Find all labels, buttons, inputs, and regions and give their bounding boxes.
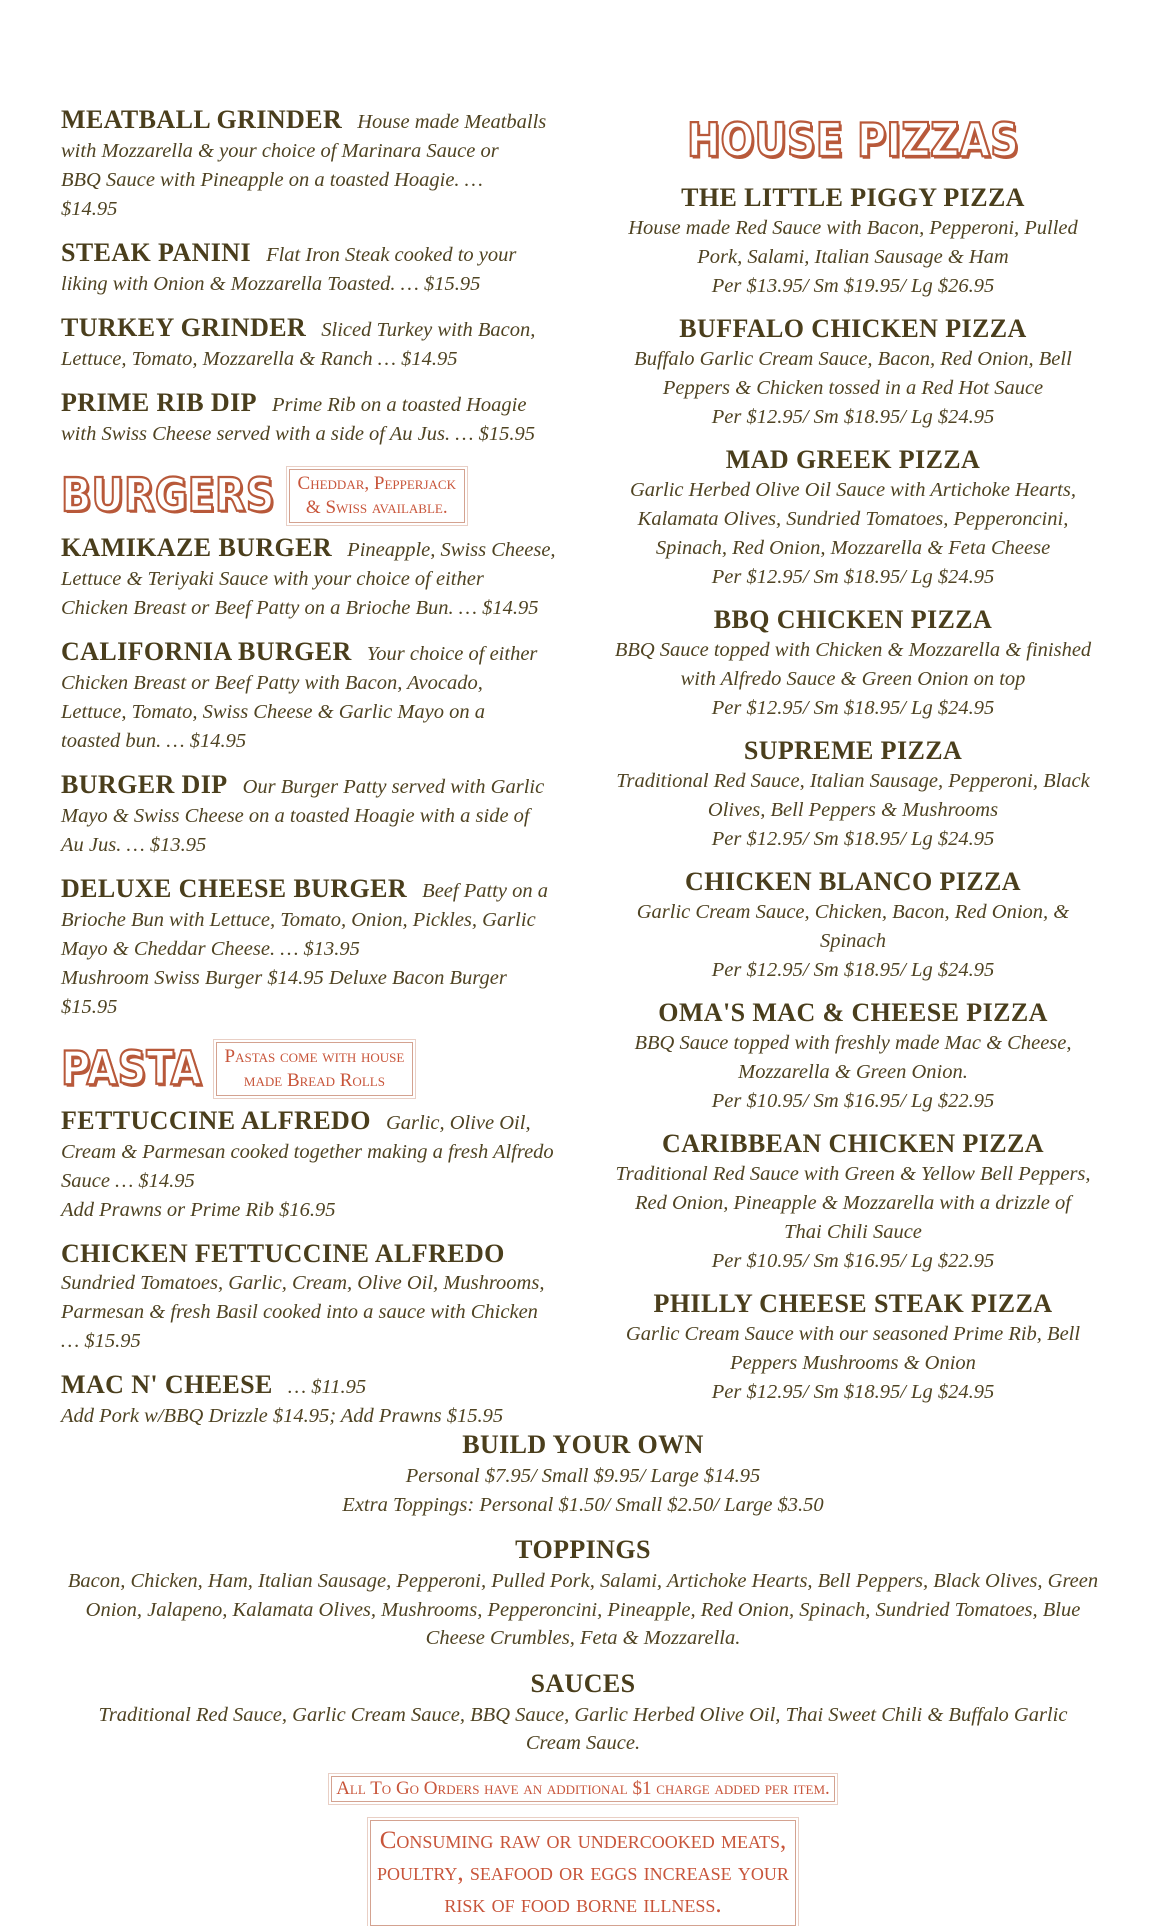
toppings-line: Bacon, Chicken, Ham, Italian Sausage, Pepperoni, Pulled Pork, Salami, Artichoke Hearts, Bell Peppers, Black Olives, Green (67, 1570, 1099, 1592)
pizza-desc: Red Onion, Pineapple & Mozzarella with a drizzle of (635, 1192, 1071, 1214)
pizza-price: Per $12.95/ Sm $18.95/ Lg $24.95 (711, 828, 995, 850)
pizza-item (608, 444, 1098, 592)
item-desc: Lettuce, Tomato, Mozzarella & Ranch … $14.95 (61, 348, 458, 370)
house-pizzas-heading: HOUSE PIZZAS (687, 114, 1019, 168)
item-title: CALIFORNIA BURGER (61, 637, 352, 666)
item-desc: Parmesan & fresh Basil cooked into a sauce with Chicken (61, 1301, 538, 1323)
item-title: MAC N' CHEESE (61, 1370, 273, 1399)
item-title: BURGER DIP (61, 770, 228, 799)
pasta-section-header (61, 1042, 556, 1096)
item-desc: Prime Rib on a toasted Hoagie (271, 394, 527, 416)
build-your-own-title: BUILD YOUR OWN (462, 1430, 704, 1459)
item-desc: with Mozzarella & your choice of Marinara Sauce or (61, 140, 499, 162)
pizza-desc: Pork, Salami, Italian Sausage & Ham (697, 246, 1009, 268)
item-title: CHICKEN FETTUCCINE ALFREDO (61, 1239, 505, 1268)
item-desc: Brioche Bun with Lettuce, Tomato, Onion, Pickles, Garlic (61, 909, 536, 931)
menu-item (61, 770, 556, 860)
pizza-item (608, 604, 1098, 723)
pizza-price: Per $12.95/ Sm $18.95/ Lg $24.95 (711, 959, 995, 981)
pizza-price: Per $10.95/ Sm $16.95/ Lg $22.95 (711, 1090, 995, 1112)
menu-item (61, 388, 556, 449)
pizza-title: CHICKEN BLANCO PIZZA (685, 867, 1021, 896)
item-price: … $11.95 (287, 1376, 367, 1398)
menu-item (61, 105, 556, 224)
item-desc: Mushroom Swiss Burger $14.95 Deluxe Bacon Burger (61, 967, 507, 989)
toppings-line: Cheese Crumbles, Feta & Mozzarella. (425, 1627, 741, 1649)
note-line: Pastas come with house (224, 1046, 405, 1067)
item-desc: House made Meatballs (357, 111, 547, 133)
food-safety-notice (370, 1820, 796, 1926)
pizza-desc: Kalamata Olives, Sundried Tomatoes, Pepperoncini, (637, 508, 1069, 530)
pizzas-section-header (608, 114, 1098, 168)
pizza-desc: Traditional Red Sauce, Italian Sausage, Pepperoni, Black (616, 770, 1090, 792)
item-title: DELUXE CHEESE BURGER (61, 874, 408, 903)
item-desc: Add Prawns or Prime Rib $16.95 (61, 1199, 336, 1221)
pizza-item (608, 182, 1098, 301)
pizza-title: BUFFALO CHICKEN PIZZA (679, 314, 1027, 343)
item-desc: Au Jus. … $13.95 (61, 834, 207, 856)
pizza-desc: Spinach (819, 930, 887, 952)
burgers-section-header (61, 469, 556, 523)
pizza-desc: Garlic Cream Sauce with our seasoned Prime Rib, Bell (625, 1323, 1081, 1345)
item-price: $14.95 (61, 198, 118, 220)
pizza-desc: Spinach, Red Onion, Mozzarella & Feta Cheese (655, 537, 1051, 559)
pizza-title: SUPREME PIZZA (743, 736, 963, 765)
pizza-desc: Traditional Red Sauce with Green & Yellow Bell Peppers, (615, 1163, 1091, 1185)
note-line: Cheddar, Pepperjack (297, 473, 456, 494)
item-title: FETTUCCINE ALFREDO (61, 1106, 371, 1135)
pizza-desc: Garlic Herbed Olive Oil Sauce with Artichoke Hearts, (630, 479, 1076, 501)
pizza-item (608, 313, 1098, 432)
pizza-desc: Thai Chili Sauce (784, 1221, 922, 1243)
item-desc: toasted bun. … $14.95 (61, 730, 247, 752)
menu-item (61, 637, 556, 756)
pizza-price: Per $12.95/ Sm $18.95/ Lg $24.95 (711, 697, 995, 719)
toppings-line: Onion, Jalapeno, Kalamata Olives, Mushrooms, Pepperoncini, Pineapple, Red Onion, Spinach, Sundried Tomatoes, Blue (85, 1598, 1081, 1621)
item-desc: Lettuce & Teriyaki Sauce with your choice of either (61, 568, 484, 590)
menu-item (61, 238, 556, 299)
item-desc: … $15.95 (61, 1330, 141, 1352)
item-desc: Mayo & Cheddar Cheese. … $13.95 (61, 938, 360, 960)
menu-item (61, 313, 556, 374)
pizza-title: MAD GREEK PIZZA (725, 445, 981, 474)
pizza-item (608, 1128, 1098, 1276)
item-desc: Sliced Turkey with Bacon, (321, 319, 536, 341)
build-your-own-line: Extra Toppings: Personal $1.50/ Small $2.50/ Large $3.50 (342, 1493, 824, 1516)
pasta-note (216, 1042, 414, 1096)
sauces-block (60, 1667, 1106, 1758)
item-title: PRIME RIB DIP (61, 388, 257, 417)
pizza-title: CARIBBEAN CHICKEN PIZZA (662, 1129, 1044, 1158)
menu-item (61, 1370, 556, 1431)
burgers-heading: BURGERS (61, 469, 275, 523)
item-desc: with Swiss Cheese served with a side of Au Jus. … $15.95 (61, 423, 535, 445)
menu-item (61, 1106, 556, 1225)
note-line: made Bread Rolls (243, 1070, 385, 1091)
to-go-charge-notice: All To Go Orders have an additional $1 charge added per item. (331, 1776, 835, 1802)
item-desc: liking with Onion & Mozzarella Toasted. … $15.95 (61, 273, 481, 295)
item-title: STEAK PANINI (61, 238, 251, 267)
menu-item (61, 1239, 556, 1356)
build-your-own-line: Personal $7.95/ Small $9.95/ Large $14.95 (405, 1465, 761, 1487)
burgers-note (289, 469, 465, 523)
note-line: & Swiss available. (305, 497, 448, 518)
item-desc: Pineapple, Swiss Cheese, (347, 539, 556, 561)
item-desc: Chicken Breast or Beef Patty with Bacon, Avocado, (61, 672, 483, 694)
item-desc: Beef Patty on a (422, 880, 548, 902)
item-desc: Add Pork w/BBQ Drizzle $14.95; Add Prawns $15.95 (61, 1405, 504, 1427)
pizza-desc: Mozzarella & Green Onion. (738, 1061, 968, 1083)
item-desc: Sauce … $14.95 (61, 1170, 195, 1192)
pizza-price: Per $10.95/ Sm $16.95/ Lg $22.95 (711, 1250, 995, 1272)
pizza-desc: BBQ Sauce topped with Chicken & Mozzarella & finished (614, 639, 1092, 661)
item-desc: Mayo & Swiss Cheese on a toasted Hoagie with a side of (61, 805, 530, 827)
menu-item (61, 533, 556, 623)
pasta-heading: PASTA (61, 1042, 202, 1096)
pizza-price: Per $13.95/ Sm $19.95/ Lg $26.95 (711, 275, 995, 297)
build-your-own-block (60, 1428, 1106, 1519)
right-column (608, 114, 1098, 1419)
pizza-item (608, 735, 1098, 854)
pizza-item (608, 866, 1098, 985)
item-desc: Flat Iron Steak cooked to your (266, 244, 517, 266)
item-desc: Lettuce, Tomato, Swiss Cheese & Garlic Mayo on a (61, 701, 486, 723)
item-desc: BBQ Sauce with Pineapple on a toasted Hoagie. … (61, 169, 483, 191)
notice-line: poultry, seafood or eggs increase your (377, 1858, 789, 1886)
item-desc: Your choice of either (366, 643, 538, 665)
item-desc: Our Burger Patty served with Garlic (242, 776, 545, 798)
item-title: MEATBALL GRINDER (61, 105, 343, 134)
pizza-desc: with Alfredo Sauce & Green Onion on top (680, 668, 1026, 690)
item-desc: Chicken Breast or Beef Patty on a Brioche Bun. … $14.95 (61, 597, 539, 619)
left-column (61, 105, 556, 1445)
pizza-desc: Buffalo Garlic Cream Sauce, Bacon, Red Onion, Bell (634, 348, 1072, 370)
sauces-line: Cream Sauce. (525, 1732, 641, 1754)
pizza-desc: Olives, Bell Peppers & Mushrooms (707, 799, 999, 821)
pizza-title: THE LITTLE PIGGY PIZZA (681, 183, 1025, 212)
item-title: KAMIKAZE BURGER (61, 533, 333, 562)
pizza-title: OMA'S MAC & CHEESE PIZZA (658, 998, 1048, 1027)
pizza-desc: BBQ Sauce topped with freshly made Mac & Cheese, (634, 1032, 1072, 1054)
toppings-title: TOPPINGS (515, 1535, 651, 1564)
notice-line: Consuming raw or undercooked meats, (379, 1826, 787, 1854)
item-title: TURKEY GRINDER (61, 313, 307, 342)
pizza-price: Per $12.95/ Sm $18.95/ Lg $24.95 (711, 1381, 995, 1403)
pizza-desc: Peppers Mushrooms & Onion (730, 1352, 976, 1374)
pizza-title: BBQ CHICKEN PIZZA (713, 605, 993, 634)
item-desc: Garlic, Olive Oil, (385, 1112, 531, 1134)
item-desc: Sundried Tomatoes, Garlic, Cream, Olive Oil, Mushrooms, (61, 1272, 545, 1294)
pizza-item (608, 1288, 1098, 1407)
item-desc: Cream & Parmesan cooked together making a fresh Alfredo (61, 1141, 554, 1163)
pizza-price: Per $12.95/ Sm $18.95/ Lg $24.95 (711, 406, 995, 428)
item-desc: $15.95 (61, 996, 118, 1018)
sauces-title: SAUCES (530, 1668, 636, 1698)
toppings-block (60, 1533, 1106, 1653)
sauces-line: Traditional Red Sauce, Garlic Cream Sauce, BBQ Sauce, Garlic Herbed Olive Oil, Thai Sweet Chili & Buffalo Garlic (98, 1703, 1068, 1726)
bottom-section (60, 1428, 1106, 1926)
pizza-desc: Garlic Cream Sauce, Chicken, Bacon, Red Onion, & (636, 901, 1070, 923)
notice-line: risk of food borne illness. (444, 1890, 722, 1918)
menu-item (61, 874, 556, 1022)
pizza-price: Per $12.95/ Sm $18.95/ Lg $24.95 (711, 566, 995, 588)
pizza-desc: House made Red Sauce with Bacon, Pepperoni, Pulled (628, 217, 1078, 239)
pizza-title: PHILLY CHEESE STEAK PIZZA (653, 1289, 1053, 1318)
pizza-item (608, 997, 1098, 1116)
pizza-desc: Peppers & Chicken tossed in a Red Hot Sauce (662, 377, 1044, 399)
